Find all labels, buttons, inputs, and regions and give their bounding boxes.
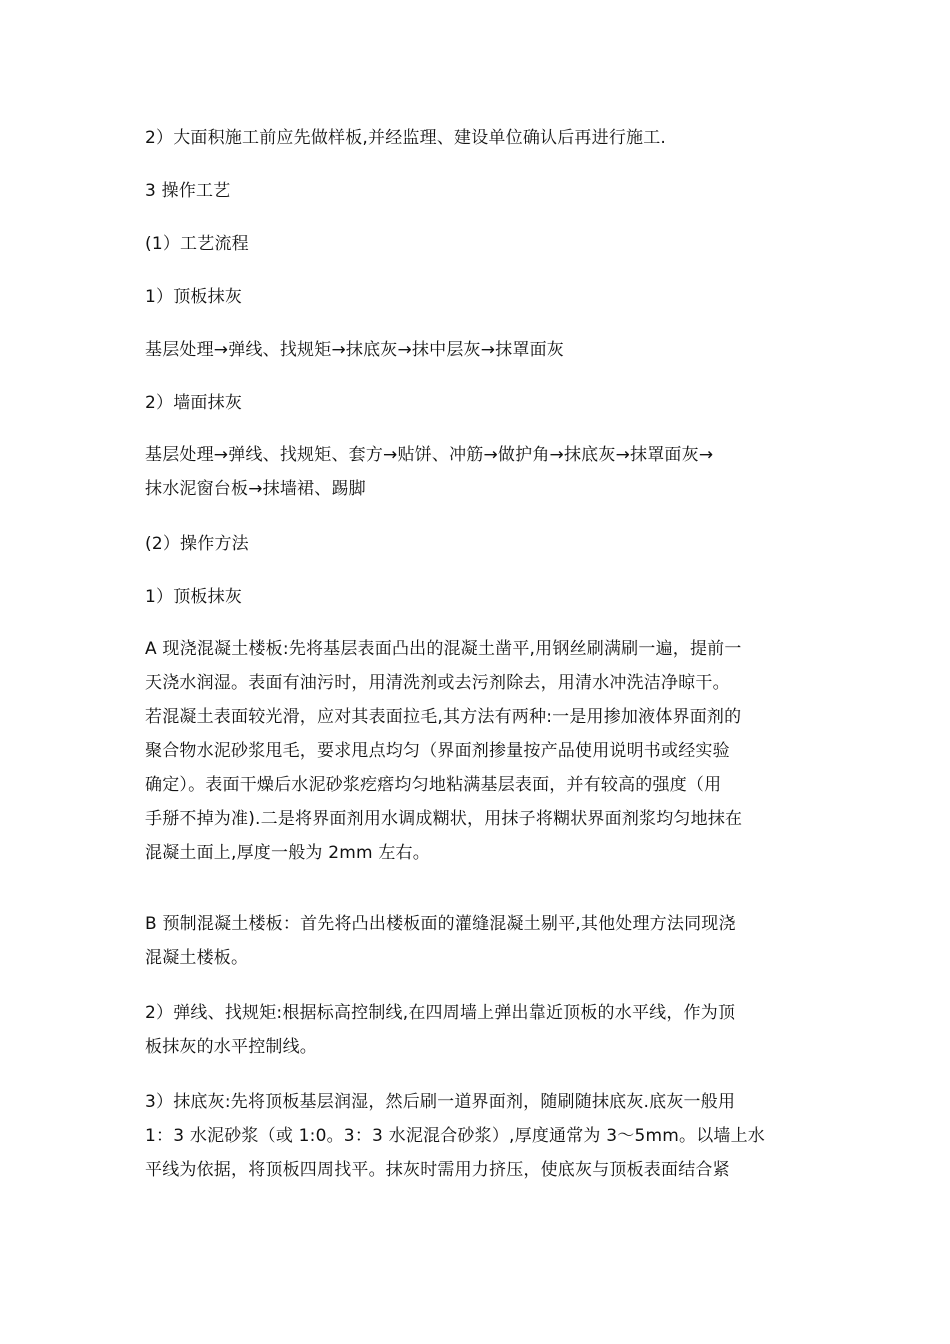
paragraph-ceiling-flow: 基层处理→弹线、找规矩→抹底灰→抹中层灰→抹罩面灰 [145,340,564,360]
text-line: 1：3 水泥砂浆（或 1:0。3：3 水泥混合砂浆）,厚度通常为 3～5mm。以墙上水 [145,1126,765,1146]
paragraph-wall-flow [145,438,810,506]
paragraph-cast-in-place-slab [145,632,810,870]
text-line: 确定）。表面干燥后水泥砂浆疙瘩均匀地粘满基层表面，并有较高的强度（用 [145,775,722,795]
text-line: 若混凝土表面较光滑，应对其表面拉毛,其方法有两种:一是用掺加液体界面剂的 [145,707,742,727]
heading-process-flow: (1）工艺流程 [145,234,249,254]
text-line: 3）抹底灰:先将顶板基层润湿，然后刷一道界面剂，随刷随抹底灰.底灰一般用 [145,1092,736,1112]
heading-operation-process: 3 操作工艺 [145,181,231,201]
paragraph-sample-board: 2）大面积施工前应先做样板,并经监理、建设单位确认后再进行施工. [145,128,667,148]
text-line: 手掰不掉为准).二是将界面剂用水调成糊状，用抹子将糊状界面剂浆均匀地抹在 [145,809,743,829]
subheading-ceiling-plaster: 1）顶板抹灰 [145,287,243,307]
subheading-wall-plaster: 2）墙面抹灰 [145,393,243,413]
text-line: 抹水泥窗台板→抹墙裙、踢脚 [145,479,366,499]
text-line: 混凝土面上,厚度一般为 2mm 左右。 [145,843,430,863]
text-line: 板抹灰的水平控制线。 [145,1037,317,1057]
heading-operation-method: (2）操作方法 [145,534,249,554]
subheading-ceiling-plaster-method: 1）顶板抹灰 [145,587,243,607]
text-line: 基层处理→弹线、找规矩、套方→贴饼、冲筋→做护角→抹底灰→抹罩面灰→ [145,445,714,465]
text-line: 混凝土楼板。 [145,948,249,968]
paragraph-precast-slab [145,907,810,975]
text-line: B 预制混凝土楼板：首先将凸出楼板面的灌缝混凝土剔平,其他处理方法同现浇 [145,914,736,934]
text-line: 聚合物水泥砂浆甩毛，要求甩点均匀（界面剂掺量按产品使用说明书或经实验 [145,741,730,761]
text-line: 2）弹线、找规矩:根据标高控制线,在四周墙上弹出靠近顶板的水平线，作为顶 [145,1003,736,1023]
text-line: 天浇水润湿。表面有油污时，用清洗剂或去污剂除去，用清水冲洗洁净晾干。 [145,673,730,693]
text-line: A 现浇混凝土楼板:先将基层表面凸出的混凝土凿平,用钢丝刷满刷一遍，提前一 [145,639,742,659]
text-line: 平线为依据，将顶板四周找平。抹灰时需用力挤压，使底灰与顶板表面结合紧 [145,1160,730,1180]
paragraph-snap-lines [145,996,810,1064]
paragraph-base-coat [145,1085,810,1187]
